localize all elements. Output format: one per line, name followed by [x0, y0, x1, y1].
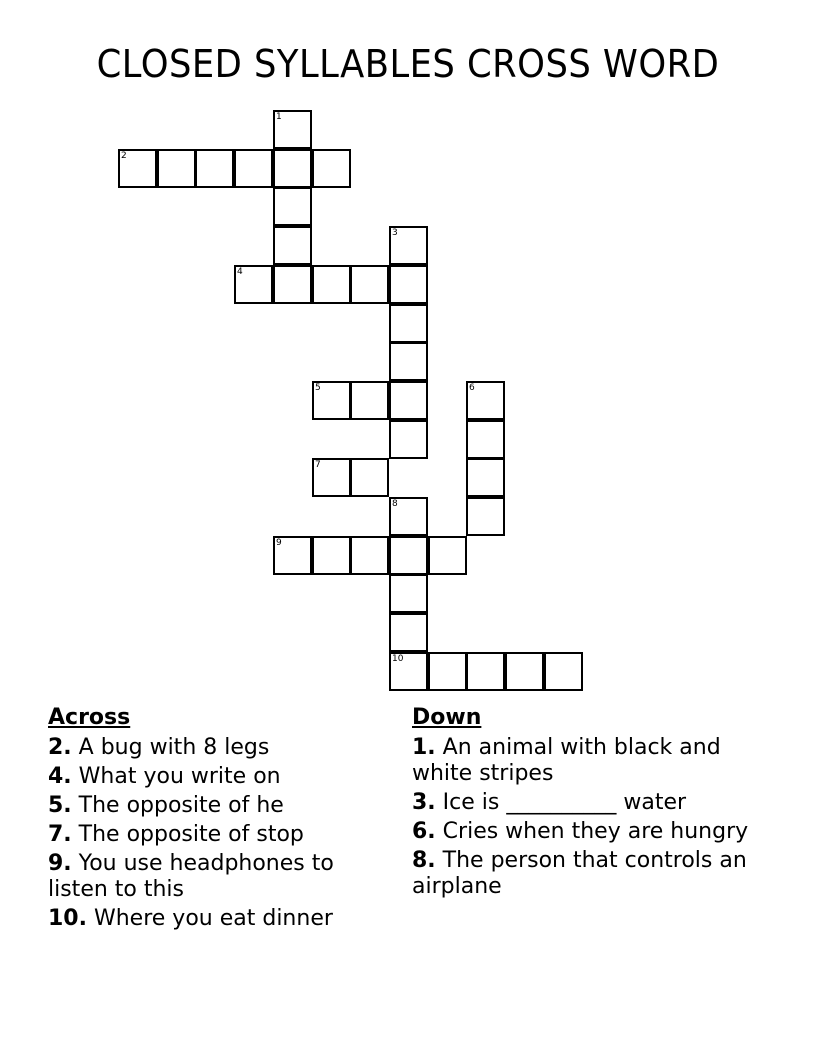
clue-number: 4. [48, 764, 72, 789]
clue-number: 9. [48, 851, 72, 876]
clue-number-label: 4 [237, 267, 243, 277]
grid-cell[interactable] [234, 149, 273, 188]
grid-cell[interactable] [389, 265, 428, 304]
clue-number-label: 7 [315, 460, 321, 470]
clue-across-10 [48, 906, 378, 932]
grid-cell[interactable] [544, 652, 583, 691]
grid-cell[interactable] [350, 265, 389, 304]
grid-cell[interactable] [312, 458, 351, 497]
grid-cell[interactable] [312, 265, 351, 304]
grid-cell[interactable] [389, 304, 428, 343]
grid-cell[interactable] [389, 342, 428, 381]
clue-number: 5. [48, 793, 72, 818]
grid-cell[interactable] [389, 574, 428, 613]
clue-text: The opposite of he [78, 793, 284, 818]
clue-number: 6. [412, 819, 436, 844]
grid-cell[interactable] [157, 149, 196, 188]
clue-text: What you write on [78, 764, 281, 789]
clue-down-6 [412, 819, 752, 845]
clue-across-4 [48, 764, 378, 790]
grid-cell[interactable] [466, 381, 505, 420]
grid-cell[interactable] [389, 497, 428, 536]
down-clues [412, 704, 752, 903]
clue-number-label: 5 [315, 383, 321, 393]
grid-cell[interactable] [389, 536, 428, 575]
clue-number-label: 2 [121, 151, 127, 161]
clue-across-7 [48, 822, 378, 848]
grid-cell[interactable] [273, 536, 312, 575]
grid-cell[interactable] [195, 149, 234, 188]
grid-cell[interactable] [312, 536, 351, 575]
grid-cell[interactable] [350, 458, 389, 497]
grid-cell[interactable] [466, 497, 505, 536]
clue-down-8 [412, 848, 752, 900]
clue-text: Cries when they are hungry [442, 819, 749, 844]
clue-text: A bug with 8 legs [78, 735, 270, 760]
clue-number-label: 10 [392, 654, 404, 664]
grid-cell[interactable] [428, 536, 467, 575]
clue-number: 2. [48, 735, 72, 760]
grid-cell[interactable] [273, 226, 312, 265]
clue-text: Where you eat dinner [93, 906, 333, 931]
clue-number: 3. [412, 790, 436, 815]
clue-number-label: 9 [276, 538, 282, 548]
clue-number-label: 6 [469, 383, 475, 393]
across-clues [48, 704, 378, 935]
clue-text: An animal with black and white stripes [412, 735, 721, 786]
clue-across-5 [48, 793, 378, 819]
clue-number: 7. [48, 822, 72, 847]
grid-cell[interactable] [389, 226, 428, 265]
down-heading: Down [412, 705, 482, 730]
grid-cell[interactable] [389, 652, 428, 691]
clue-across-2 [48, 735, 378, 761]
clue-across-9 [48, 851, 378, 903]
grid-cell[interactable] [466, 420, 505, 459]
grid-cell[interactable] [428, 652, 467, 691]
grid-cell[interactable] [389, 420, 428, 459]
grid-cell[interactable] [234, 265, 273, 304]
grid-cell[interactable] [273, 149, 312, 188]
grid-cell[interactable] [312, 149, 351, 188]
grid-cell[interactable] [273, 187, 312, 226]
grid-cell[interactable] [389, 613, 428, 652]
clue-number: 8. [412, 848, 436, 873]
grid-cell[interactable] [466, 458, 505, 497]
clue-text: Ice is __________ water [442, 790, 687, 815]
across-heading: Across [48, 705, 131, 730]
clue-number-label: 1 [276, 112, 282, 122]
grid-cell[interactable] [505, 652, 544, 691]
grid-cell[interactable] [350, 536, 389, 575]
page-title: CLOSED SYLLABLES CROSS WORD [96, 42, 720, 86]
grid-cell[interactable] [389, 381, 428, 420]
clue-number: 10. [48, 906, 87, 931]
grid-cell[interactable] [273, 110, 312, 149]
clue-text: You use headphones to listen to this [48, 851, 334, 902]
clue-text: The person that controls an airplane [412, 848, 747, 899]
clue-number-label: 3 [392, 228, 398, 238]
clue-number: 1. [412, 735, 436, 760]
clue-text: The opposite of stop [78, 822, 304, 847]
grid-cell[interactable] [273, 265, 312, 304]
clue-down-3 [412, 790, 752, 816]
grid-cell[interactable] [466, 652, 505, 691]
grid-cell[interactable] [312, 381, 351, 420]
grid-cell[interactable] [118, 149, 157, 188]
clue-down-1 [412, 735, 752, 787]
clue-number-label: 8 [392, 499, 398, 509]
grid-cell[interactable] [350, 381, 389, 420]
